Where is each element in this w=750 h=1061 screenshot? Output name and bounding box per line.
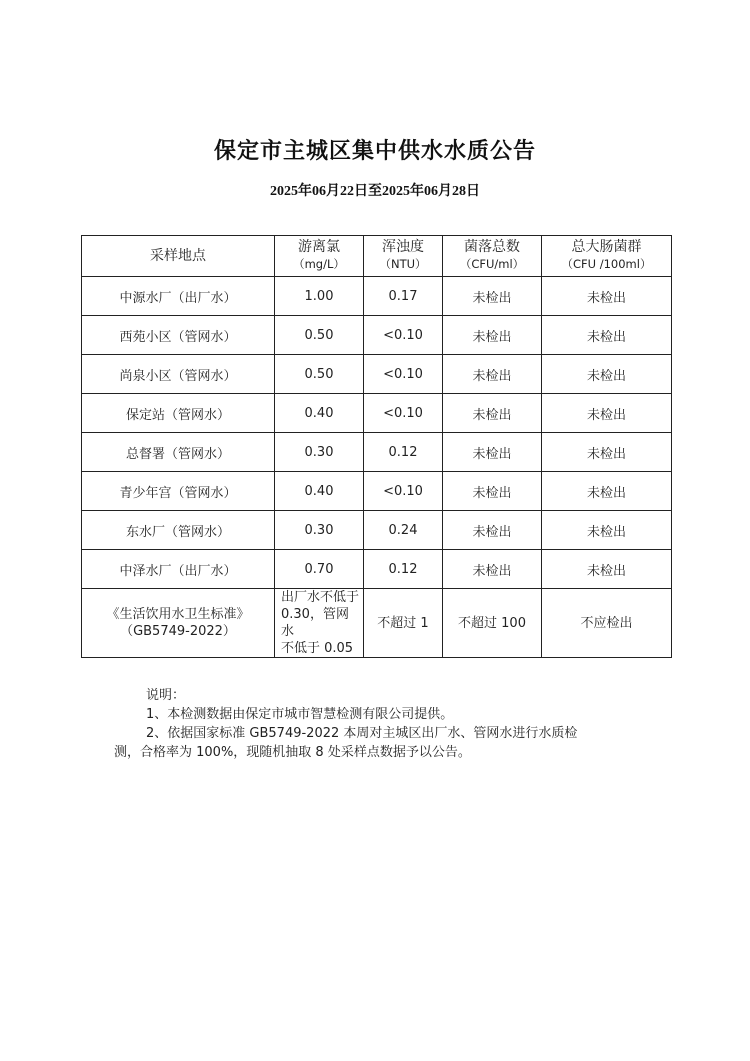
cell-chlorine: 0.50 xyxy=(275,316,364,355)
cell-turbidity: <0.10 xyxy=(364,316,443,355)
cell-colony: 未检出 xyxy=(443,277,542,316)
header-colony-label: 菌落总数 xyxy=(464,239,520,255)
cell-turbidity: 0.12 xyxy=(364,433,443,472)
cell-chlorine: 0.40 xyxy=(275,472,364,511)
cell-site: 东水厂（管网水） xyxy=(82,511,275,550)
cell-colony: 未检出 xyxy=(443,394,542,433)
cell-coliform: 未检出 xyxy=(542,550,672,589)
header-coliform xyxy=(542,236,672,277)
cell-colony: 未检出 xyxy=(443,511,542,550)
cell-site: 尚泉小区（管网水） xyxy=(82,355,275,394)
cell-site: 中源水厂（出厂水） xyxy=(82,277,275,316)
header-coliform-unit: （CFU /100ml） xyxy=(561,257,652,271)
cell-colony: 未检出 xyxy=(443,550,542,589)
table-row xyxy=(82,511,672,550)
header-turbidity xyxy=(364,236,443,277)
standard-name-cell xyxy=(82,589,275,658)
cell-coliform: 未检出 xyxy=(542,511,672,550)
cell-colony: 未检出 xyxy=(443,355,542,394)
table-row xyxy=(82,550,672,589)
cell-site: 总督署（管网水） xyxy=(82,433,275,472)
header-chlorine-label: 游离氯 xyxy=(298,239,340,255)
table-row xyxy=(82,472,672,511)
standard-coliform: 不应检出 xyxy=(542,589,672,658)
header-turbidity-label: 浑浊度 xyxy=(382,239,424,255)
note-item-2-line1: 2、依据国家标准 GB5749-2022 本周对主城区出厂水、管网水进行水质检 xyxy=(146,726,578,741)
cell-site: 保定站（管网水） xyxy=(82,394,275,433)
standard-code: （GB5749-2022） xyxy=(120,624,236,639)
cell-turbidity: <0.10 xyxy=(364,355,443,394)
standard-name: 《生活饮用水卫生标准》 xyxy=(106,607,250,622)
water-quality-table xyxy=(81,235,672,658)
cell-turbidity: <0.10 xyxy=(364,394,443,433)
cell-turbidity: 0.24 xyxy=(364,511,443,550)
header-site-label: 采样地点 xyxy=(150,247,206,264)
header-coliform-label: 总大肠菌群 xyxy=(571,239,642,255)
cell-coliform: 未检出 xyxy=(542,355,672,394)
header-colony-unit: （CFU/ml） xyxy=(459,257,525,271)
standard-chlorine-cell xyxy=(275,589,364,658)
cell-chlorine: 0.30 xyxy=(275,511,364,550)
notes-section xyxy=(114,686,654,762)
cell-colony: 未检出 xyxy=(443,433,542,472)
standard-chlorine-line3: 不低于 0.05 xyxy=(281,641,354,656)
table-header-row xyxy=(82,236,672,277)
cell-coliform: 未检出 xyxy=(542,433,672,472)
table-row xyxy=(82,277,672,316)
table-row xyxy=(82,433,672,472)
header-chlorine xyxy=(275,236,364,277)
cell-turbidity: 0.17 xyxy=(364,277,443,316)
header-site xyxy=(82,236,275,277)
standard-chlorine-line2: 0.30，管网水 xyxy=(281,607,349,639)
cell-site: 西苑小区（管网水） xyxy=(82,316,275,355)
note-item-2-line2: 测，合格率为 100%，现随机抽取 8 处采样点数据予以公告。 xyxy=(114,745,471,760)
cell-coliform: 未检出 xyxy=(542,472,672,511)
cell-coliform: 未检出 xyxy=(542,277,672,316)
cell-colony: 未检出 xyxy=(443,472,542,511)
cell-site: 中泽水厂（出厂水） xyxy=(82,550,275,589)
report-period: 2025年06月22日至2025年06月28日 xyxy=(270,184,480,199)
standard-row xyxy=(82,589,672,658)
cell-chlorine: 0.50 xyxy=(275,355,364,394)
document-title: 保定市主城区集中供水水质公告 xyxy=(213,138,536,164)
header-chlorine-unit: （mg/L） xyxy=(293,257,345,271)
header-colony xyxy=(443,236,542,277)
cell-chlorine: 0.70 xyxy=(275,550,364,589)
header-turbidity-unit: （NTU） xyxy=(379,257,427,271)
standard-turbidity: 不超过 1 xyxy=(364,589,443,658)
cell-coliform: 未检出 xyxy=(542,316,672,355)
notes-heading: 说明： xyxy=(146,688,186,703)
cell-site: 青少年宫（管网水） xyxy=(82,472,275,511)
cell-chlorine: 0.30 xyxy=(275,433,364,472)
cell-chlorine: 0.40 xyxy=(275,394,364,433)
table-row xyxy=(82,394,672,433)
cell-chlorine: 1.00 xyxy=(275,277,364,316)
cell-colony: 未检出 xyxy=(443,316,542,355)
standard-colony: 不超过 100 xyxy=(443,589,542,658)
note-item-1: 1、本检测数据由保定市城市智慧检测有限公司提供。 xyxy=(146,707,454,722)
cell-coliform: 未检出 xyxy=(542,394,672,433)
standard-chlorine-line1: 出厂水不低于 xyxy=(281,590,360,605)
cell-turbidity: <0.10 xyxy=(364,472,443,511)
table-row xyxy=(82,355,672,394)
table-row xyxy=(82,316,672,355)
cell-turbidity: 0.12 xyxy=(364,550,443,589)
